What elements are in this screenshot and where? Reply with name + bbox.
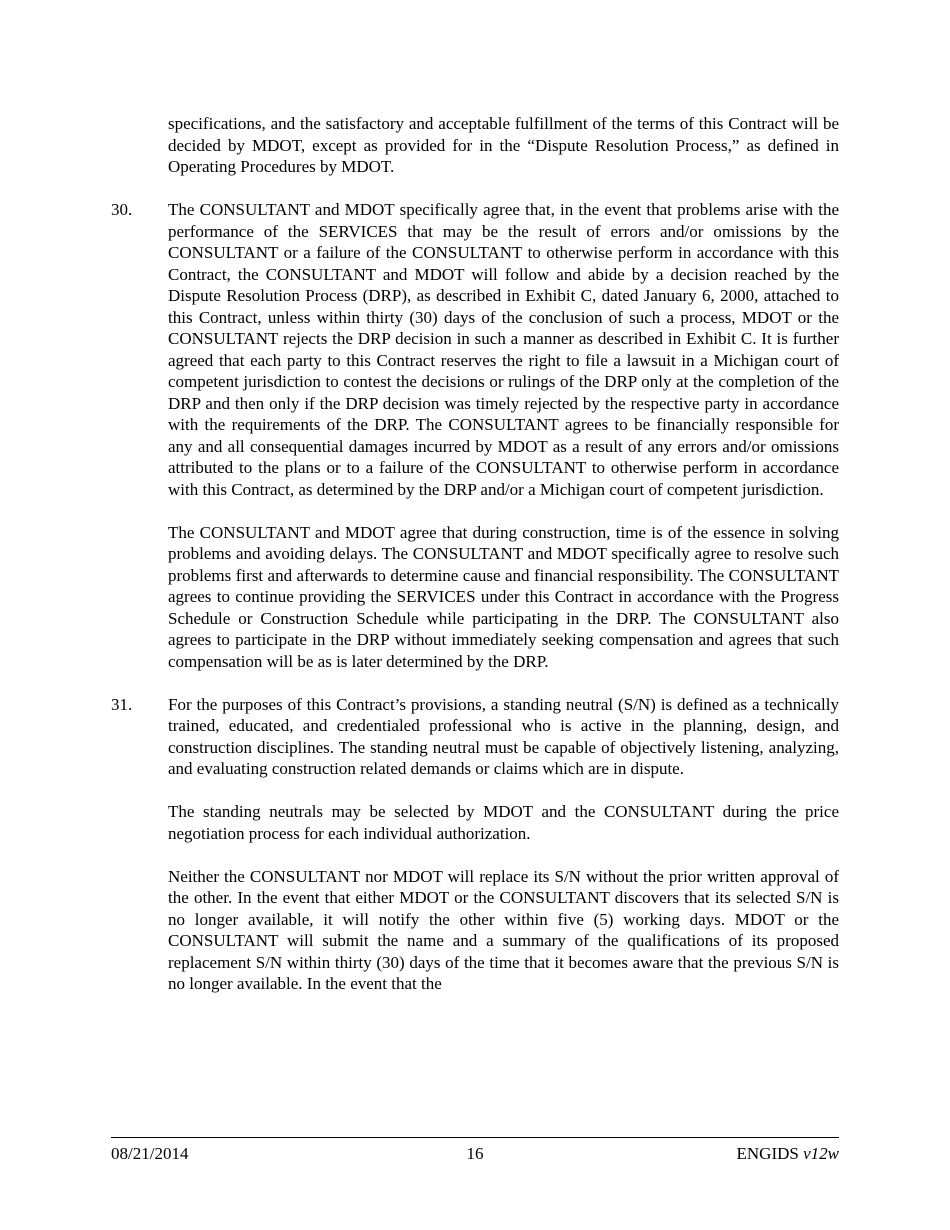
footer-doc-name: ENGIDS (736, 1144, 799, 1163)
paragraph-continuation (111, 113, 839, 178)
page-body (111, 113, 839, 1016)
paragraph-31-replacement (111, 866, 839, 995)
footer-date: 08/21/2014 (111, 1144, 189, 1163)
paragraph-number: 30. (111, 200, 133, 219)
footer-page-number: 16 (466, 1144, 484, 1163)
paragraph-text: Neither the CONSULTANT nor MDOT will replace its S/N without the prior written approval of the other. In the event that either MDOT or the CONSULTANT discovers that its selected S/N is no longer available, it will notify the other within five (5) working days. MDOT or the CONSULTANT will submit the name and a summary of the qualifications of its proposed replacement S/N within thirty (30) days of the time that it becomes aware that the previous S/N is no longer available. In the event that the (168, 866, 839, 993)
footer-version: v12w (803, 1144, 839, 1163)
paragraph-30 (111, 199, 839, 500)
paragraph-30-continued (111, 522, 839, 673)
paragraph-31-selection (111, 801, 839, 844)
paragraph-text: The CONSULTANT and MDOT agree that during construction, time is of the essence in solving problems and avoiding delays. The CONSULTANT and MDOT specifically agree to resolve such problems first and afterwards to determine cause and financial responsibility. The CONSULTANT agrees to continue providing the SERVICES under this Contract in accordance with the Progress Schedule or Construction Schedule while participating in the DRP. The CONSULTANT also agrees to participate in the DRP without immediately seeking compensation and agrees that such compensation will be as is later determined by the DRP. (168, 522, 839, 671)
footer-doc-id (737, 1143, 839, 1165)
paragraph-text: For the purposes of this Contract’s provisions, a standing neutral (S/N) is defined as a technically trained, educated, and credentialed professional who is active in the planning, design, and construction disciplines. The standing neutral must be capable of objectively listening, analyzing, and evaluating construction related demands or claims which are in dispute. (168, 694, 839, 778)
paragraph-number: 31. (111, 694, 133, 714)
page-footer (111, 1137, 839, 1167)
paragraph-text: specifications, and the satisfactory and acceptable fulfillment of the terms of this Contract will be decided by MDOT, except as provided for in the “Dispute Resolution Process,” as defined in Operating Procedures by MDOT. (168, 114, 839, 176)
paragraph-text: The CONSULTANT and MDOT specifically agree that, in the event that problems arise with the performance of the SERVICES that may be the result of errors and/or omissions by the CONSULTANT or a failure of the CONSULTANT to otherwise perform in accordance with this Contract, the CONSULTANT and MDOT will follow and abide by a decision reached by the Dispute Resolution Process (DRP), as described in Exhibit C, dated January 6, 2000, attached to this Contract, unless within thirty (30) days of the conclusion of such a process, MDOT or the CONSULTANT rejects the DRP decision in such a manner as described in Exhibit C. It is further agreed that each party to this Contract reserves the right to file a lawsuit in a Michigan court of competent jurisdiction to contest the decisions or rulings of the DRP only at the completion of the DRP and then only if the DRP decision was timely rejected by the respective party in accordance with the requirements of the DRP. The CONSULTANT agrees to be financially responsible for any and all consequential damages incurred by MDOT as a result of any errors and/or omissions attributed to the plans or to a failure of the CONSULTANT to otherwise perform in accordance with this Contract, as determined by the DRP and/or a Michigan court of competent jurisdiction. (168, 200, 839, 499)
paragraph-31 (111, 694, 839, 780)
paragraph-text: The standing neutrals may be selected by MDOT and the CONSULTANT during the price negotiation process for each individual authorization. (168, 802, 839, 843)
